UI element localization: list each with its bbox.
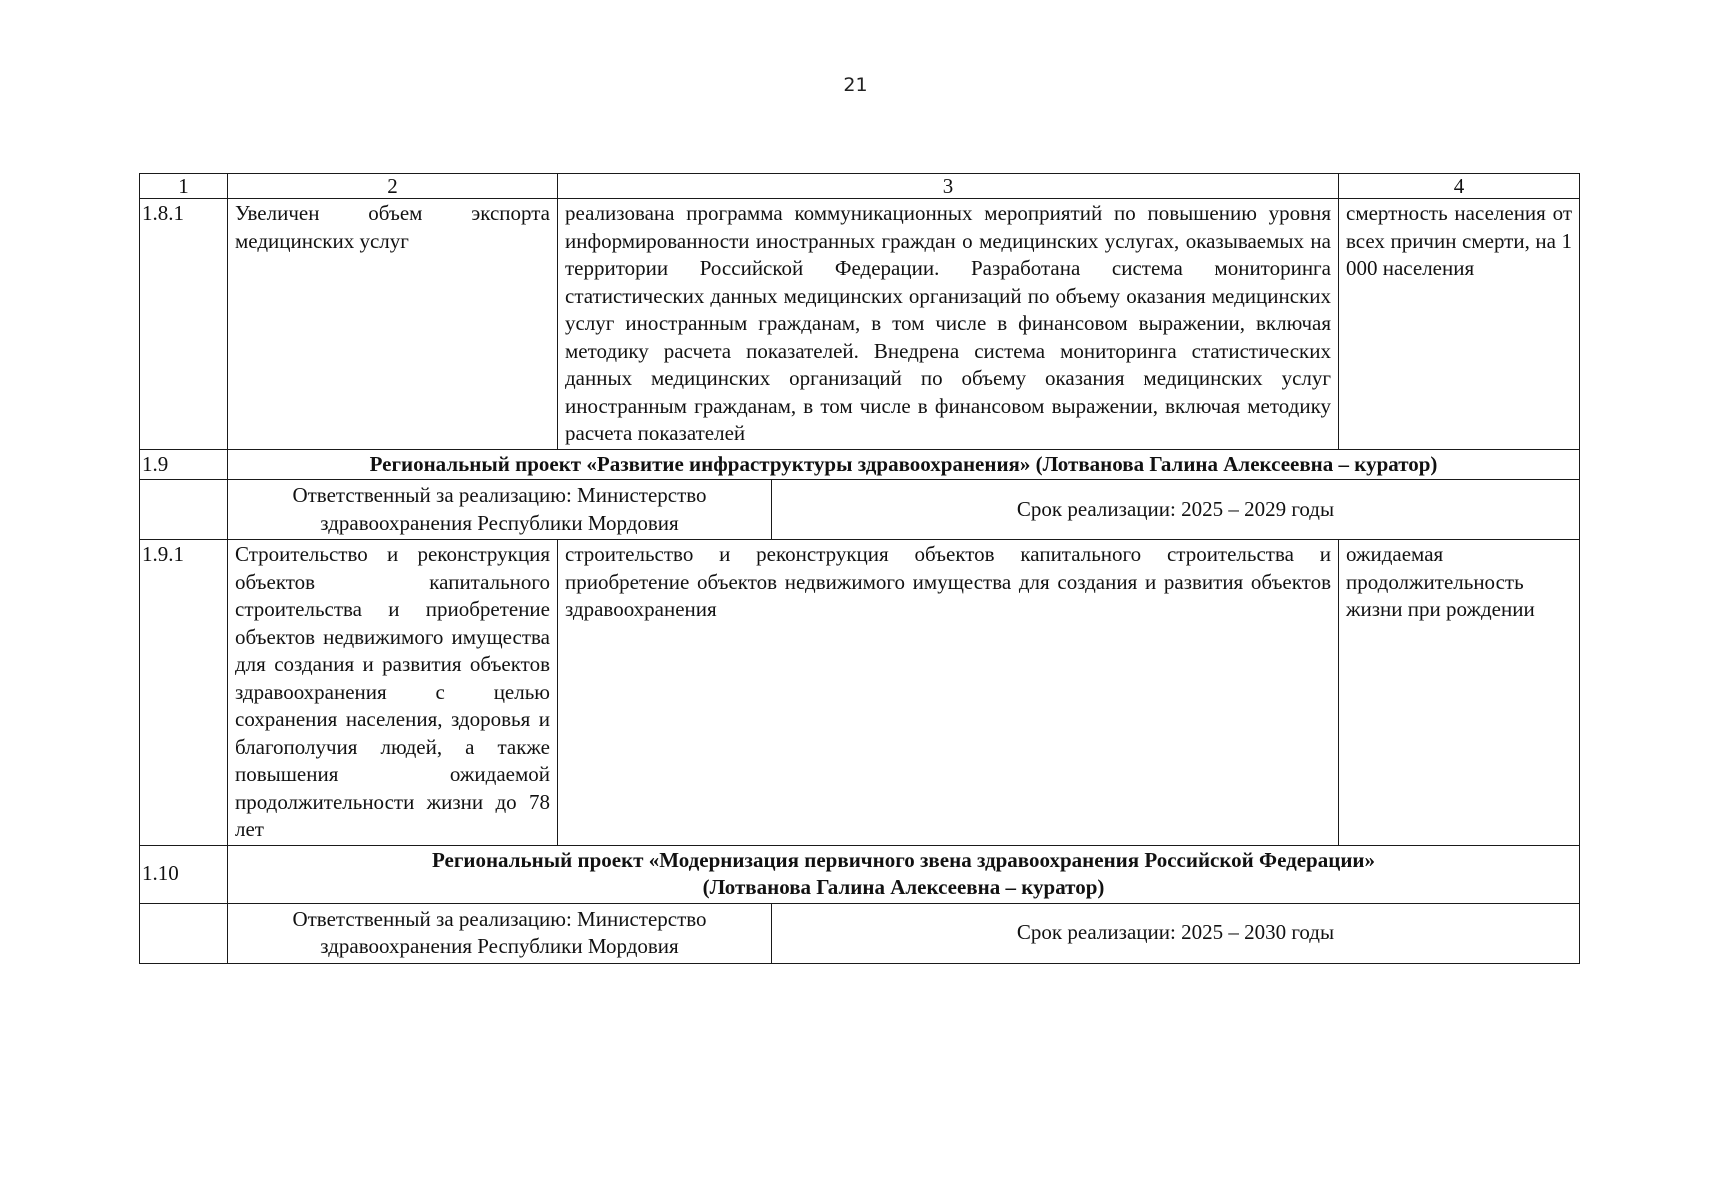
column-header-row: [140, 174, 1580, 199]
project-info-row-1-9: [140, 480, 1580, 540]
page-number: 21: [843, 74, 868, 96]
table-row-1-9-1: [140, 540, 1580, 846]
project-title-row-1-10: [140, 845, 1580, 903]
responsible-text: Ответственный за реализацию: Министерство здравоохранения Республики Мордовия: [228, 480, 772, 539]
measures-table: [139, 173, 1580, 964]
period-text: Срок реализации: 2025 – 2030 годы: [1016, 920, 1335, 945]
empty-cell: [140, 903, 228, 963]
result-cell: Увеличен объем экспорта медицинских услуг: [228, 199, 558, 450]
project-title: [228, 845, 1580, 903]
row-number: 1.8.1: [140, 199, 228, 450]
project-title-line-1: Региональный проект «Модернизация первичного звена здравоохранения Российской Федерации»: [431, 847, 1376, 872]
row-number: 1.9.1: [140, 540, 228, 846]
period-text: Срок реализации: 2025 – 2029 годы: [1016, 496, 1335, 521]
project-info-row-1-10: [140, 903, 1580, 963]
row-number: 1.10: [140, 845, 228, 903]
project-title-line-2: (Лотванова Галина Алексеевна – куратор): [702, 875, 1105, 899]
project-info-cell: [228, 480, 1580, 540]
column-header-2: 2: [228, 174, 558, 199]
project-info-cell: [228, 903, 1580, 963]
row-number: 1.9: [140, 449, 228, 480]
description-cell: строительство и реконструкция объектов капитального строительства и приобретение объектов недвижимого имущества для создания и развития объектов здравоохранения: [558, 540, 1339, 846]
column-header-4: 4: [1339, 174, 1580, 199]
description-cell: реализована программа коммуникационных мероприятий по повышению уровня информированности иностранных граждан о медицинских услугах, оказываемых на территории Российской Федерации. Разработана система мониторинга статистических данных медицинских организаций по объему оказания медицинских услуг иностранным гражданам, в том числе в финансовом выражении, включая методику расчета показателей. Внедрена система мониторинга статистических данных медицинских организаций по объему оказания медицинских услуг иностранным гражданам, в том числе в финансовом выражении, включая методику расчета показателей: [558, 199, 1339, 450]
responsible-text: Ответственный за реализацию: Министерство здравоохранения Республики Мордовия: [228, 904, 772, 963]
empty-cell: [140, 480, 228, 540]
indicator-cell: смертность населения от всех причин смерти, на 1 000 населения: [1339, 199, 1580, 450]
indicator-cell: ожидаемая продолжительность жизни при рождении: [1339, 540, 1580, 846]
project-title: Региональный проект «Развитие инфраструктуры здравоохранения» (Лотванова Галина Алексеевна – куратор): [228, 449, 1580, 480]
column-header-1: 1: [140, 174, 228, 199]
result-cell: Строительство и реконструкция объектов капитального строительства и приобретение объектов недвижимого имущества для создания и развития объектов здравоохранения с целью сохранения населения, здоровья и благополучия людей, а также повышения ожидаемой продолжительности жизни до 78 лет: [228, 540, 558, 846]
table-row-1-8-1: [140, 199, 1580, 450]
column-header-3: 3: [558, 174, 1339, 199]
project-title-row-1-9: [140, 449, 1580, 480]
